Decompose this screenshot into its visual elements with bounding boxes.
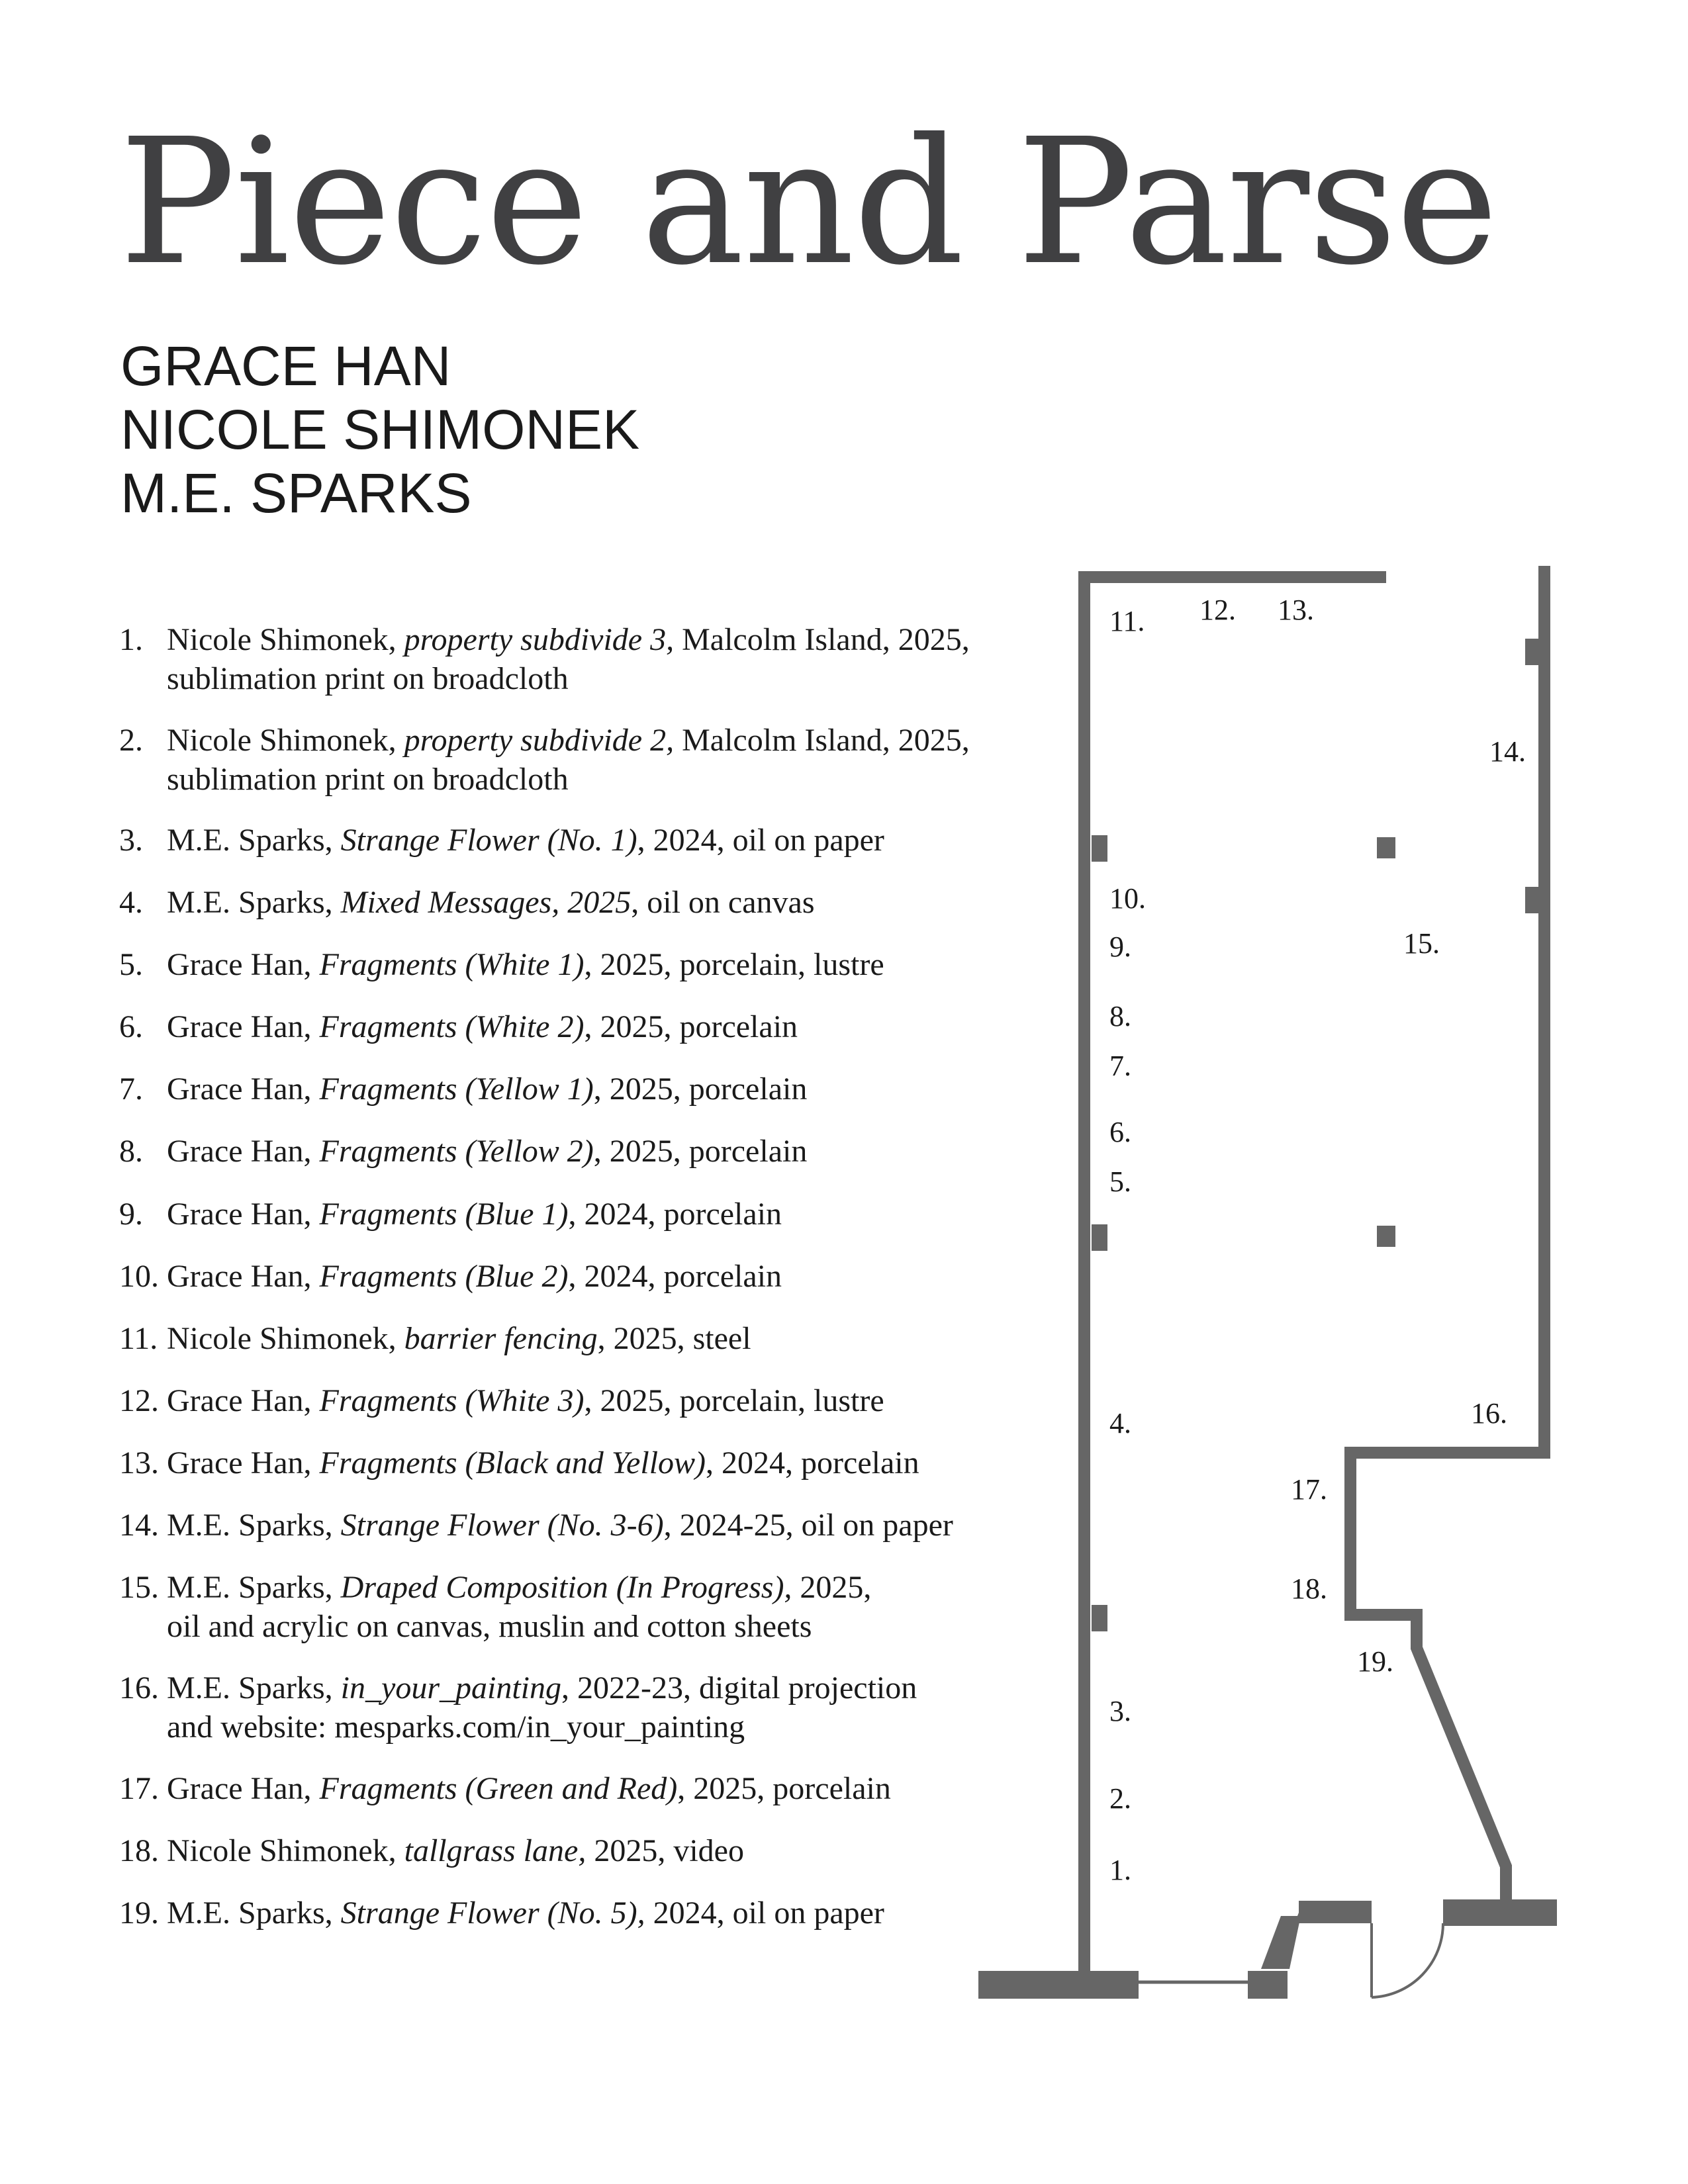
artist-credit: Grace Han, <box>167 1383 320 1418</box>
artwork-details: , 2024, porcelain <box>568 1197 782 1232</box>
artwork-details: , 2022-23, digital projection <box>561 1670 917 1706</box>
artist-credit: Grace Han, <box>167 1259 320 1294</box>
artist-credit: M.E. Sparks, <box>167 885 341 920</box>
artwork-title: Strange Flower (No. 3-6) <box>340 1508 664 1543</box>
plan-number-label: 17. <box>1291 1473 1327 1506</box>
plan-number-label: 12. <box>1199 594 1236 626</box>
item-number: 3. <box>119 823 143 858</box>
wall-segment <box>1092 835 1107 862</box>
artwork-title: Fragments (Yellow 2) <box>319 1134 594 1169</box>
item-number: 1. <box>119 622 143 657</box>
plan-number-label: 19. <box>1357 1645 1393 1678</box>
artwork-details: 2024, oil on paper <box>645 1895 884 1931</box>
artwork-details-continued: sublimation print on broadcloth <box>167 762 569 797</box>
artwork-title: Fragments (Black and Yellow) <box>319 1445 706 1480</box>
artwork-title: tallgrass lane, <box>404 1833 586 1868</box>
plan-number-label: 15. <box>1403 927 1440 960</box>
plan-number-label: 1. <box>1109 1854 1131 1886</box>
plan-number-label: 10. <box>1109 882 1146 915</box>
artwork-title: Fragments (White 2) <box>319 1009 585 1044</box>
artwork-title: Fragments (Yellow 1) <box>319 1071 594 1107</box>
artwork-title: Fragments (Blue 1) <box>319 1197 569 1232</box>
artwork-details: , 2024, porcelain <box>706 1445 919 1480</box>
artist-credit: Grace Han, <box>167 1197 320 1232</box>
artwork-details: , oil on canvas <box>631 885 815 920</box>
artwork-details: , 2025, porcelain <box>677 1771 891 1806</box>
artwork-details-continued: and website: mesparks.com/in_your_painting <box>167 1709 745 1745</box>
wall-segment <box>1377 1226 1395 1247</box>
item-number: 18. <box>119 1833 159 1868</box>
artwork-details: , 2025, porcelain <box>584 1009 798 1044</box>
artist-credit: M.E. Sparks, <box>167 1895 341 1931</box>
plan-number-label: 13. <box>1278 594 1314 626</box>
plan-number-label: 5. <box>1109 1165 1131 1198</box>
door-swing <box>1372 1923 1443 1997</box>
wall-segment <box>1377 837 1395 858</box>
artwork-details: , 2025, porcelain <box>593 1071 808 1107</box>
artwork-title: Mixed Messages, 2025 <box>340 885 632 920</box>
artwork-details: 2025, <box>792 1570 872 1605</box>
plan-number-label: 6. <box>1109 1116 1131 1148</box>
plan-number-label: 4. <box>1109 1407 1131 1439</box>
artist-credit: Nicole Shimonek, <box>167 622 404 657</box>
artwork-title: barrier fencing <box>404 1321 598 1356</box>
item-number: 6. <box>119 1009 143 1044</box>
plan-number-label: 7. <box>1109 1050 1131 1082</box>
artwork-title: property subdivide 3, <box>404 622 675 657</box>
artwork-title: property subdivide 2, <box>404 723 675 758</box>
plan-labels <box>1109 594 1526 1886</box>
artwork-details: , 2025, porcelain, lustre <box>584 947 884 982</box>
artwork-title: Fragments (White 3) <box>319 1383 585 1418</box>
artwork-title: in_your_painting <box>340 1670 561 1706</box>
artwork-details: Malcolm Island, 2025, <box>674 622 970 657</box>
item-number: 2. <box>119 723 143 758</box>
artist-credit: Grace Han, <box>167 1134 320 1169</box>
artwork-title: Fragments (Blue 2) <box>319 1259 569 1294</box>
item-number: 12. <box>119 1383 159 1418</box>
door-frame <box>1261 1916 1301 1969</box>
artist-credit: M.E. Sparks, <box>167 1508 341 1543</box>
plan-number-label: 9. <box>1109 931 1131 963</box>
wall-segment <box>1248 1971 1288 1999</box>
artist-credit: Nicole Shimonek, <box>167 723 404 758</box>
wall-segment <box>978 1971 1139 1999</box>
artwork-title: Fragments (White 1) <box>319 947 585 982</box>
artist-credit: M.E. Sparks, <box>167 1570 341 1605</box>
item-number: 9. <box>119 1197 143 1232</box>
item-number: 8. <box>119 1134 143 1169</box>
gallery-walls <box>978 566 1557 1999</box>
artwork-details: , 2025, porcelain <box>593 1134 808 1169</box>
artist-credit: Grace Han, <box>167 1445 320 1480</box>
artwork-details: 2025, video <box>586 1833 744 1868</box>
artist-credit: Grace Han, <box>167 947 320 982</box>
artist-credit: Grace Han, <box>167 1009 320 1044</box>
artwork-details-continued: sublimation print on broadcloth <box>167 661 569 696</box>
artwork-details: Malcolm Island, 2025, <box>674 723 970 758</box>
plan-number-label: 16. <box>1471 1397 1507 1430</box>
artwork-title: Draped Composition (In Progress), <box>340 1570 792 1605</box>
artwork-title: Fragments (Green and Red) <box>319 1771 678 1806</box>
artist-credit: Nicole Shimonek, <box>167 1833 404 1868</box>
item-number: 7. <box>119 1071 143 1107</box>
artist-credit: Grace Han, <box>167 1771 320 1806</box>
wall-segment <box>1443 1899 1557 1926</box>
item-number: 10. <box>119 1259 159 1294</box>
artwork-title: Strange Flower (No. 1) <box>340 823 637 858</box>
item-number: 5. <box>119 947 143 982</box>
item-number: 4. <box>119 885 143 920</box>
page-title: Piece and Parse <box>119 101 1497 303</box>
artist-name: GRACE HAN <box>120 335 451 397</box>
artwork-details: , 2024-25, oil on paper <box>663 1508 953 1543</box>
artwork-details: , 2025, steel <box>597 1321 751 1356</box>
artwork-title: Strange Flower (No. 5), <box>340 1895 645 1931</box>
wall-segment <box>1525 887 1541 913</box>
item-number: 11. <box>119 1321 158 1356</box>
item-number: 16. <box>119 1670 159 1706</box>
artist-name: M.E. SPARKS <box>120 462 472 524</box>
artwork-details-continued: oil and acrylic on canvas, muslin and cotton sheets <box>167 1609 812 1644</box>
item-number: 19. <box>119 1895 159 1931</box>
item-number: 17. <box>119 1771 159 1806</box>
artwork-details: , 2024, oil on paper <box>637 823 884 858</box>
plan-number-label: 8. <box>1109 1000 1131 1032</box>
wall-segment <box>1525 639 1541 665</box>
artist-credit: Nicole Shimonek, <box>167 1321 404 1356</box>
plan-number-label: 2. <box>1109 1782 1131 1815</box>
artist-credit: M.E. Sparks, <box>167 1670 341 1706</box>
plan-number-label: 14. <box>1489 735 1526 768</box>
plan-number-label: 18. <box>1291 1572 1327 1605</box>
wall-segment <box>1092 1605 1107 1631</box>
item-number: 15. <box>119 1570 159 1605</box>
item-number: 13. <box>119 1445 159 1480</box>
artist-credit: M.E. Sparks, <box>167 823 341 858</box>
artist-credit: Grace Han, <box>167 1071 320 1107</box>
artist-name: NICOLE SHIMONEK <box>120 398 640 461</box>
artwork-details: , 2024, porcelain <box>568 1259 782 1294</box>
plan-number-label: 3. <box>1109 1695 1131 1727</box>
plan-number-label: 11. <box>1109 605 1145 637</box>
item-number: 14. <box>119 1508 159 1543</box>
wall-segment <box>1092 1224 1107 1251</box>
artwork-details: , 2025, porcelain, lustre <box>584 1383 884 1418</box>
